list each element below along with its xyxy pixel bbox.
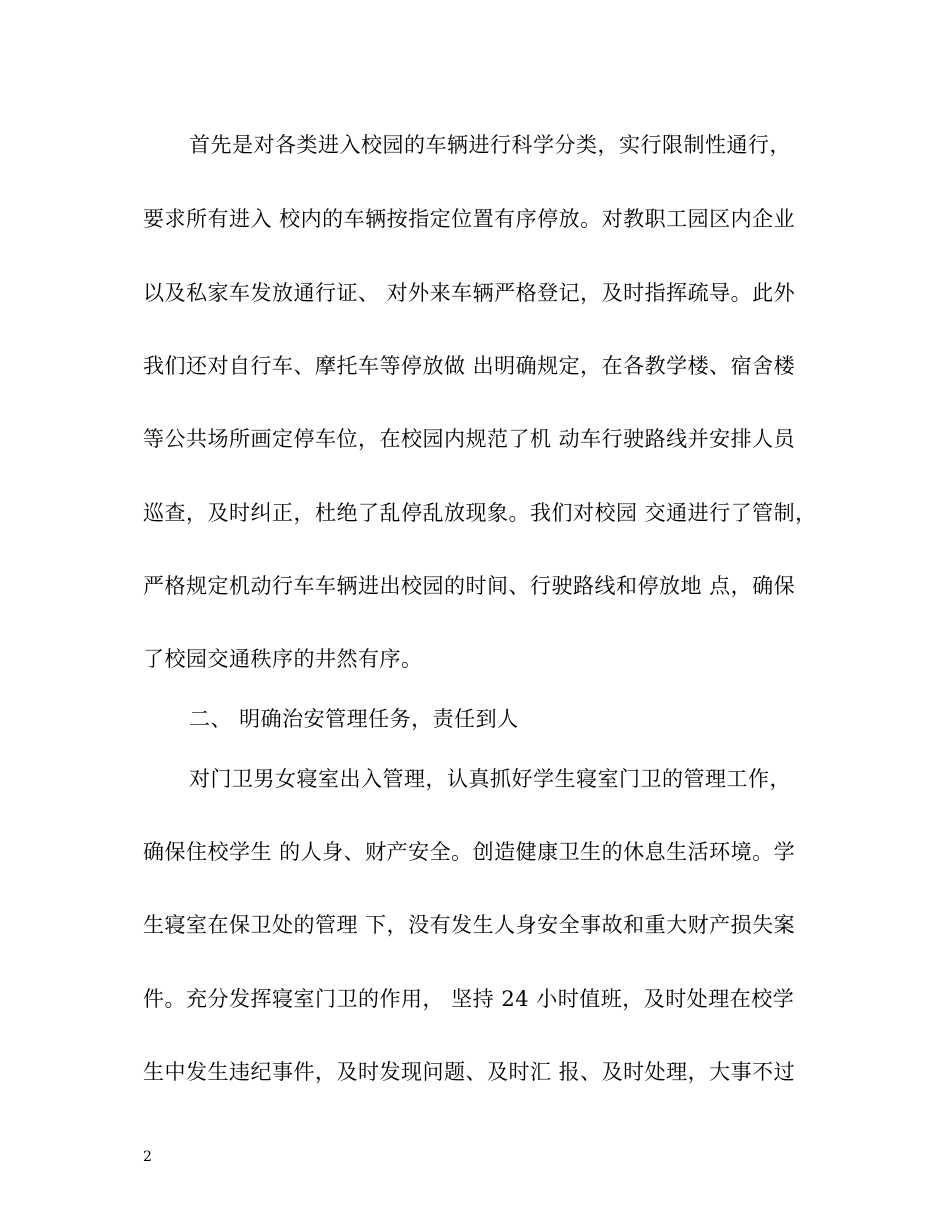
paragraph-2-line-2: 确保住校学生 的人身、财产安全。创造健康卫生的休息生活环境。学 xyxy=(143,840,796,864)
paragraph-1-line-1: 首先是对各类进入校园的车辆进行科学分类，实行限制性通行， xyxy=(189,133,791,157)
paragraph-1-line-2: 要求所有进入 校内的车辆按指定位置有序停放。对教职工园区内企业 xyxy=(143,207,796,231)
paragraph-1-line-7: 严格规定机动行车车辆进出校园的时间、行驶路线和停放地 点，确保 xyxy=(143,574,796,598)
paragraph-1-line-5: 等公共场所画定停车位，在校园内规范了机 动车行驶路线并安排人员 xyxy=(143,427,796,451)
page-number: 2 xyxy=(143,1149,152,1165)
paragraph-1-line-4: 我们还对自行车、摩托车等停放做 出明确规定，在各教学楼、宿舍楼 xyxy=(143,354,796,378)
paragraph-1-line-3: 以及私家车发放通行证、 对外来车辆严格登记，及时指挥疏导。此外 xyxy=(143,281,796,305)
paragraph-1-line-6: 巡查，及时纠正，杜绝了乱停乱放现象。我们对校园 交通进行了管制， xyxy=(143,501,817,525)
paragraph-1-line-8: 了校园交通秩序的井然有序。 xyxy=(143,647,423,671)
paragraph-2-line-1: 对门卫男女寝室出入管理，认真抓好学生寝室门卫的管理工作， xyxy=(189,767,791,791)
paragraph-2-line-3: 生寝室在保卫处的管理 下，没有发生人身安全事故和重大财产损失案 xyxy=(143,913,796,937)
section-heading: 二、 明确治安管理任务，责任到人 xyxy=(189,707,519,731)
paragraph-2-line-5: 生中发生违纪事件，及时发现问题、及时汇 报、及时处理，大事不过 xyxy=(143,1060,796,1084)
paragraph-2-line-4: 件。充分发挥寝室门卫的作用， 坚持 24 小时值班，及时处理在校学 xyxy=(143,987,795,1011)
